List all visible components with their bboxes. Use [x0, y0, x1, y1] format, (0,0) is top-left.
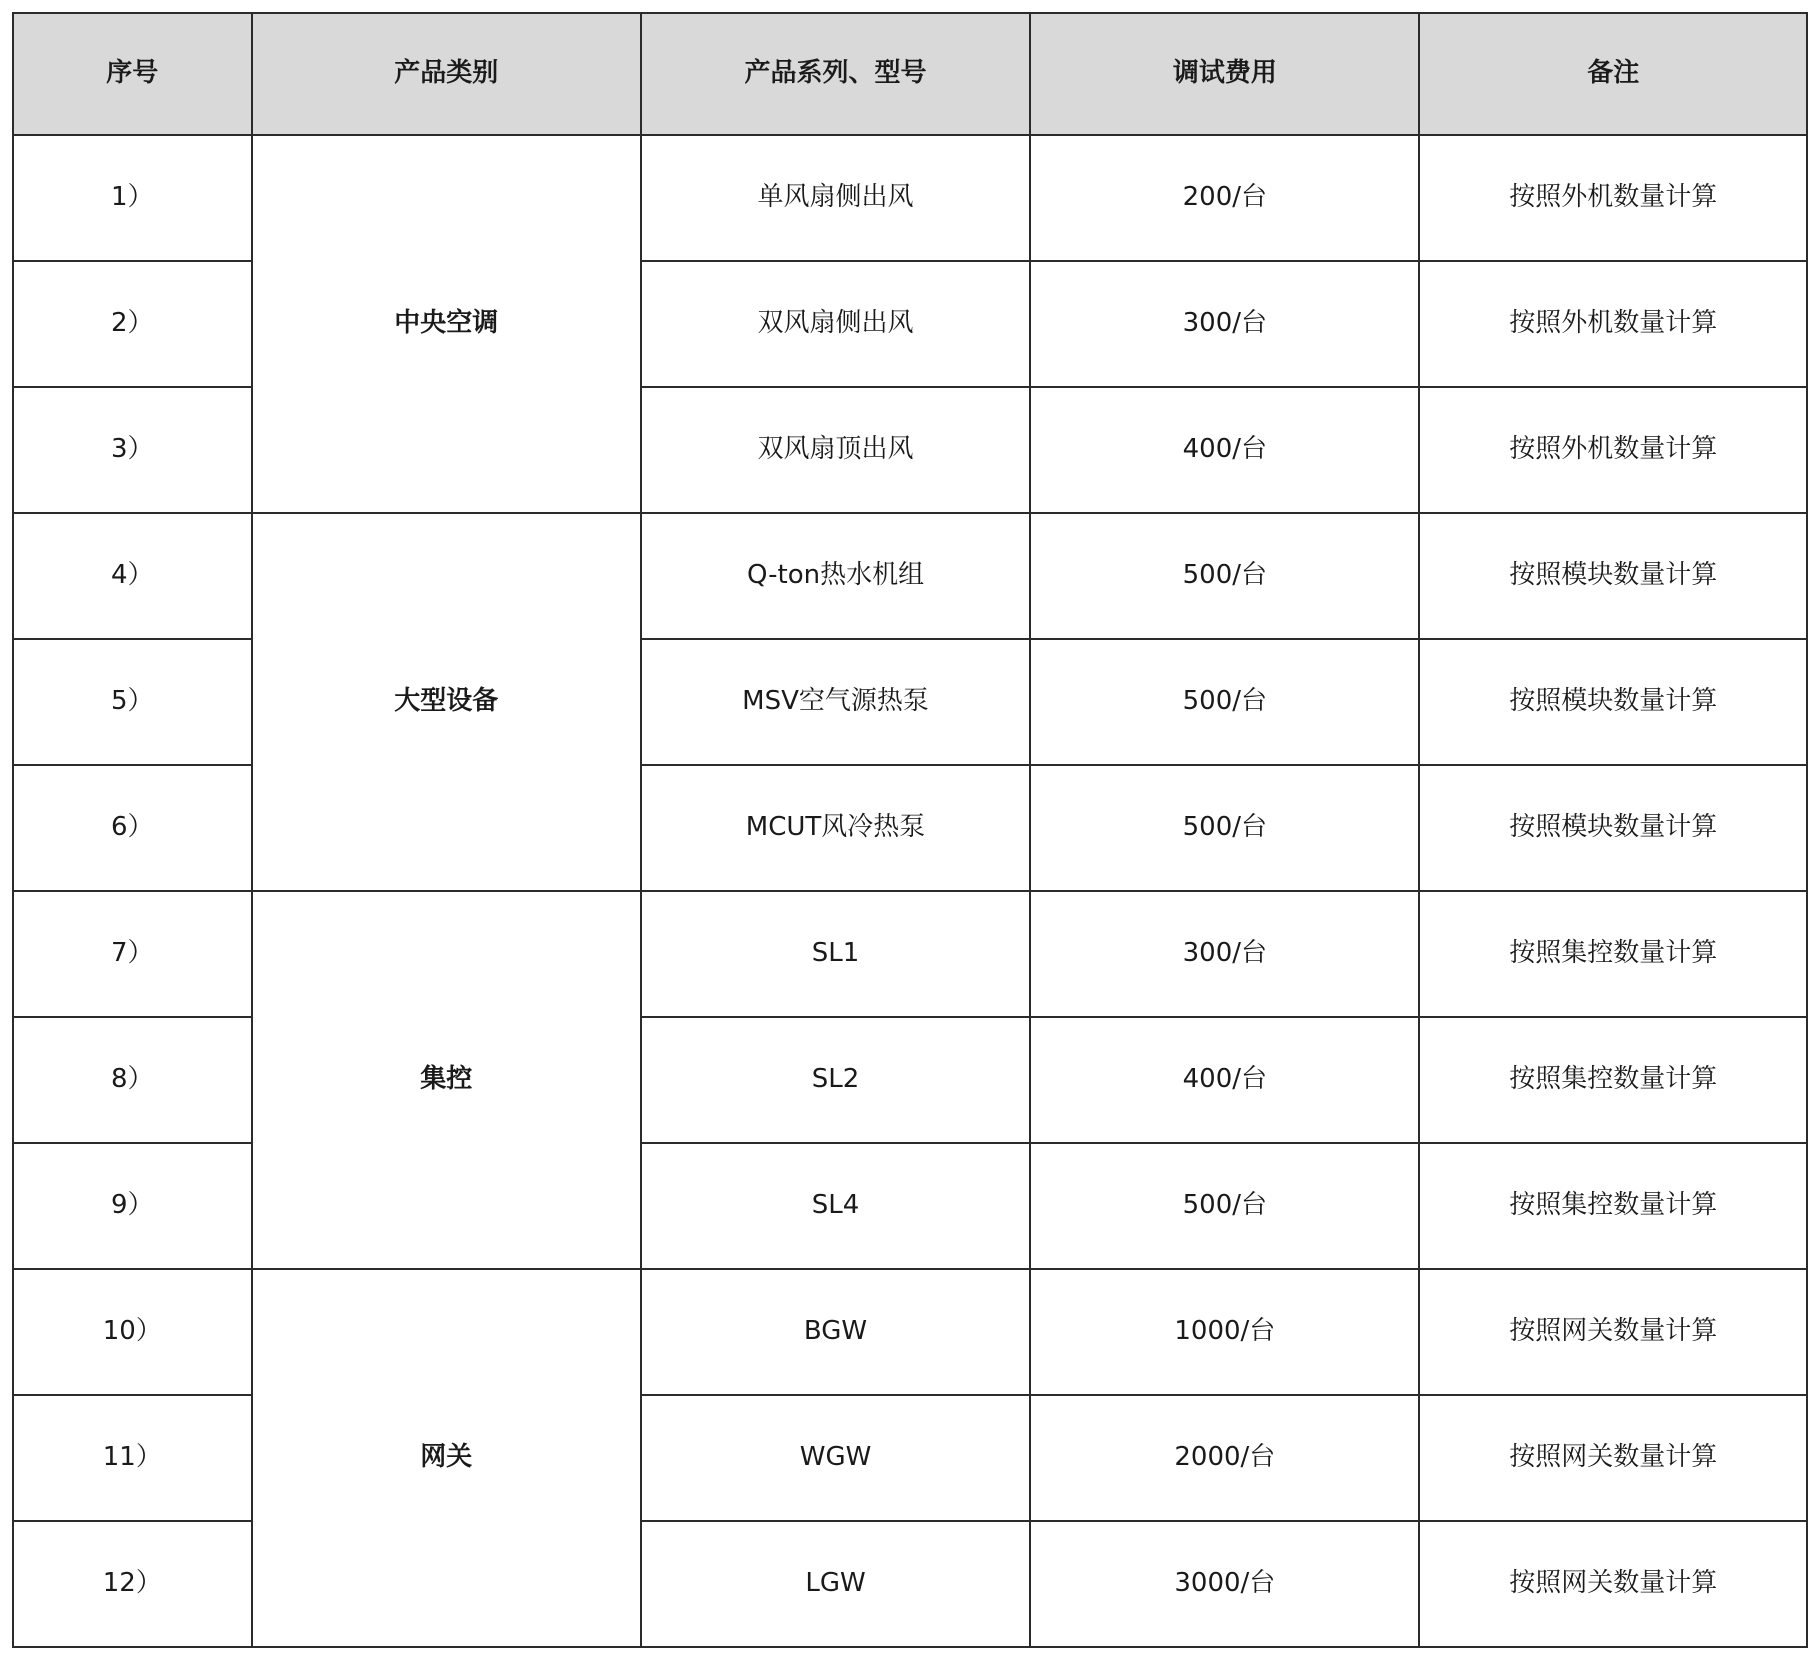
cell-remark: 按照模块数量计算 [1419, 639, 1807, 765]
cell-index: 7） [13, 891, 252, 1017]
cell-fee: 500/台 [1030, 639, 1419, 765]
header-category: 产品类别 [252, 13, 641, 135]
cell-category: 中央空调 [252, 135, 641, 513]
cell-fee: 500/台 [1030, 513, 1419, 639]
table-row [13, 513, 1807, 639]
table-row [13, 891, 1807, 1017]
cell-category: 大型设备 [252, 513, 641, 891]
cell-remark: 按照集控数量计算 [1419, 891, 1807, 1017]
header-model: 产品系列、型号 [641, 13, 1030, 135]
cell-remark: 按照模块数量计算 [1419, 513, 1807, 639]
cell-remark: 按照网关数量计算 [1419, 1269, 1807, 1395]
cell-fee: 500/台 [1030, 765, 1419, 891]
table-header [13, 13, 1807, 135]
cell-model: SL2 [641, 1017, 1030, 1143]
cell-model: 双风扇顶出风 [641, 387, 1030, 513]
header-index: 序号 [13, 13, 252, 135]
cell-index: 8） [13, 1017, 252, 1143]
cell-model: SL4 [641, 1143, 1030, 1269]
cell-fee: 400/台 [1030, 1017, 1419, 1143]
cell-index: 12） [13, 1521, 252, 1647]
cell-category: 网关 [252, 1269, 641, 1647]
header-remark: 备注 [1419, 13, 1807, 135]
cell-remark: 按照外机数量计算 [1419, 261, 1807, 387]
cell-model: BGW [641, 1269, 1030, 1395]
header-fee: 调试费用 [1030, 13, 1419, 135]
cell-index: 6） [13, 765, 252, 891]
cell-index: 3） [13, 387, 252, 513]
cell-model: SL1 [641, 891, 1030, 1017]
cell-category: 集控 [252, 891, 641, 1269]
cell-remark: 按照模块数量计算 [1419, 765, 1807, 891]
header-row [13, 13, 1807, 135]
cell-model: Q-ton热水机组 [641, 513, 1030, 639]
cell-remark: 按照网关数量计算 [1419, 1521, 1807, 1647]
cell-fee: 300/台 [1030, 891, 1419, 1017]
cell-fee: 300/台 [1030, 261, 1419, 387]
cell-fee: 200/台 [1030, 135, 1419, 261]
table-body [13, 135, 1807, 1647]
cell-model: WGW [641, 1395, 1030, 1521]
cell-index: 10） [13, 1269, 252, 1395]
cell-index: 4） [13, 513, 252, 639]
cell-fee: 500/台 [1030, 1143, 1419, 1269]
cell-remark: 按照集控数量计算 [1419, 1143, 1807, 1269]
cell-model: MSV空气源热泵 [641, 639, 1030, 765]
cell-model: MCUT风冷热泵 [641, 765, 1030, 891]
cell-remark: 按照网关数量计算 [1419, 1395, 1807, 1521]
cell-index: 5） [13, 639, 252, 765]
cell-index: 1） [13, 135, 252, 261]
cell-remark: 按照集控数量计算 [1419, 1017, 1807, 1143]
cell-remark: 按照外机数量计算 [1419, 135, 1807, 261]
cell-fee: 1000/台 [1030, 1269, 1419, 1395]
cell-fee: 3000/台 [1030, 1521, 1419, 1647]
commissioning-fee-table [12, 12, 1808, 1648]
cell-index: 9） [13, 1143, 252, 1269]
cell-fee: 2000/台 [1030, 1395, 1419, 1521]
table-row [13, 135, 1807, 261]
cell-model: LGW [641, 1521, 1030, 1647]
cell-model: 双风扇侧出风 [641, 261, 1030, 387]
cell-index: 2） [13, 261, 252, 387]
cell-model: 单风扇侧出风 [641, 135, 1030, 261]
cell-index: 11） [13, 1395, 252, 1521]
cell-remark: 按照外机数量计算 [1419, 387, 1807, 513]
commissioning-fee-sheet [12, 12, 1808, 1644]
table-row [13, 1269, 1807, 1395]
cell-fee: 400/台 [1030, 387, 1419, 513]
